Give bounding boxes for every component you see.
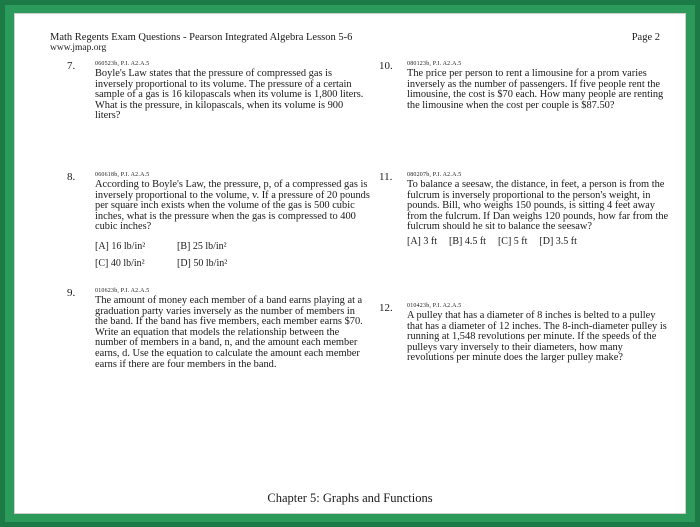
worksheet-page	[14, 13, 686, 514]
question-number: 7.	[67, 60, 76, 72]
question-body	[407, 171, 669, 247]
question-body	[407, 60, 669, 111]
question-text: According to Boyle's Law, the pressure, p, of a compressed gas is inversely proportional to the volume, v. If a pressure of 20 pounds per square inch exists when the volume of the gas is 500 cubic inches, what is the pressure when the gas is compressed to 400 cubic inches?	[95, 179, 370, 233]
question-text: The price per person to rent a limousine for a prom varies inversely as the number of passengers. If five people rent the limousine, the cost is $70 each. How many people are renting the limousine when the cost per couple is $87.50?	[407, 68, 664, 111]
question-code: 060618b, P.I. A2.A.5	[95, 172, 150, 178]
choice-d: [D] 3.5 ft	[539, 235, 577, 247]
question-number: 8.	[67, 171, 76, 183]
question-text: The amount of money each member of a band earns playing at a graduation party varies inversely as the number of members in the band. If the band has five members, each member earns $70. Write an equation that models the relationship between the number of members in a band, n, and the amount each member earns, d. Use the equation to calculate the amount each member earns if there are four members in the band.	[95, 295, 363, 370]
outer-frame	[5, 5, 695, 522]
question-body	[95, 60, 370, 122]
question-number: 10.	[379, 60, 393, 72]
question-code: 060523b, P.I. A2.A.5	[95, 61, 150, 67]
choice-b: [B] 4.5 ft	[449, 235, 486, 247]
header-url: www.jmap.org	[50, 43, 107, 53]
choice-d: [D] 50 lb/in²	[177, 257, 228, 269]
answer-choices	[407, 236, 669, 247]
choice-c: [C] 40 lb/in²	[95, 257, 145, 269]
question-code: 010423b, P.I. A2.A.5	[407, 303, 462, 309]
question-code: 080207b, P.I. A2.A.5	[407, 172, 462, 178]
question-number: 9.	[67, 287, 76, 299]
answer-choices	[95, 238, 370, 272]
question-text: To balance a seesaw, the distance, in feet, a person is from the fulcrum is inversely proportional to the person's weight, in pounds. Bill, who weighs 150 pounds, is sitting 4 feet away from the fulcrum. If Dan weighs 120 pounds, how far from the fulcrum should he sit to balance the seesaw?	[407, 179, 669, 233]
question-number: 12.	[379, 302, 393, 314]
question-code: 080123b, P.I. A2.A.5	[407, 61, 462, 67]
choice-a: [A] 16 lb/in²	[95, 240, 146, 252]
page-number: Page 2	[631, 32, 660, 43]
question-text: A pulley that has a diameter of 8 inches is belted to a pulley that has a diameter of 12 inches. The 8-inch-diameter pulley is running at 1,548 revolutions per minute. If the speeds of the pulleys vary inversely to their diameters, how many revolutions per minute does the larger pulley make?	[407, 310, 667, 364]
choice-a: [A] 3 ft	[407, 235, 437, 247]
chapter-footer: Chapter 5: Graphs and Functions	[267, 491, 433, 505]
header-title: Math Regents Exam Questions - Pearson Integrated Algebra Lesson 5-6	[50, 32, 353, 43]
question-code: 010623b, P.I. A2.A.5	[95, 288, 150, 294]
question-body	[95, 171, 370, 272]
choice-c: [C] 5 ft	[497, 235, 528, 247]
question-body	[95, 287, 370, 370]
question-text: Boyle's Law states that the pressure of compressed gas is inversely proportional to its volume. The pressure of a certain sample of a gas is 16 kilopascals when its volume is 1,800 liters. What is the pressure, in kilopascals, when its volume is 900 liters?	[95, 68, 364, 122]
question-body	[407, 302, 669, 364]
choice-b: [B] 25 lb/in²	[177, 240, 227, 252]
question-number: 11.	[379, 171, 393, 183]
